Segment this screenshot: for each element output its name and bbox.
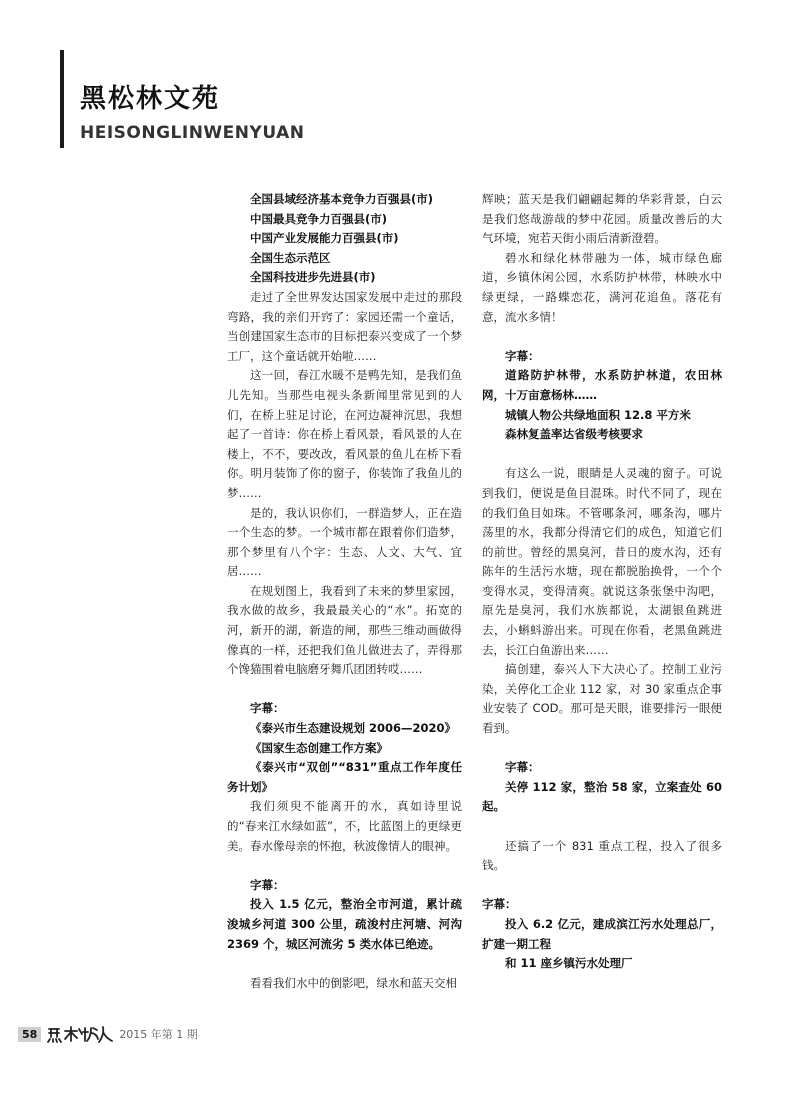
paragraph-spacer	[227, 954, 462, 974]
page-number: 58	[18, 1027, 41, 1042]
caption-text: 森林复盖率达省级考核要求	[505, 427, 643, 442]
caption-text: 字幕：	[505, 348, 540, 363]
caption-text: 道路防护林带，水系防护林道，农田林网，十万亩意杨林……	[482, 368, 722, 402]
column-title: 黑松林文苑	[80, 84, 221, 114]
caption-text: 中国最具竞争力百强县(市)	[250, 211, 388, 226]
column-title-pinyin: HEISONGLINWENYUAN	[80, 123, 305, 143]
body-paragraph: 还搞了一个 831 重点工程，投入了很多钱。	[482, 838, 722, 873]
article-right-column	[482, 190, 722, 974]
caption-text: 字幕：	[505, 760, 540, 775]
caption-text: 全国县域经济基本竞争力百强县(市)	[250, 192, 434, 206]
caption-text: 字幕：	[482, 897, 517, 912]
caption-text: 《泰兴市“双创”“831”重点工作年度任务计划》	[227, 760, 462, 794]
caption-text: 《泰兴市生态建设规划 2006—2020》	[250, 721, 457, 736]
page-footer	[18, 1025, 233, 1043]
paragraph-spacer	[227, 856, 462, 876]
paragraph-spacer	[482, 327, 722, 347]
caption-text: 字幕：	[250, 701, 285, 716]
paragraph-spacer	[227, 680, 462, 700]
body-paragraph: 辉映；蓝天是我们翩翩起舞的华彩背景，白云是我们悠哉游哉的梦中花园。质量改善后的大气环境，宛若天街小雨后清新澄碧。	[482, 192, 722, 246]
caption-text: 字幕：	[250, 877, 285, 892]
body-paragraph: 这一回，春江水暖不是鸭先知，是我们鱼儿先知。当那些电视头条新闻里常见到的人们，在桥上驻足讨论，在河边凝神沉思，我想起了一首诗：你在桥上看风景，看风景的人在楼上，不不，要改改，看风景的鱼儿在桥下看你。明月装饰了你的窗子，你装饰了我鱼儿的梦……	[227, 368, 462, 500]
body-paragraph: 走过了全世界发达国家发展中走过的那段弯路，我的亲们开窍了：家园还需一个童话，当创建国家生态市的目标把泰兴变成了一个梦工厂，这个童话就开始啦……	[227, 289, 462, 363]
caption-text: 投入 6.2 亿元，建成滨江污水处理总厂，扩建一期工程	[482, 916, 722, 951]
body-paragraph: 有这么一说，眼睛是人灵魂的窗子。可说到我们，便说是鱼目混珠。时代不同了，现在的我们鱼目如珠。不管哪条河，哪条沟，哪片荡里的水，我都分得清它们的成色，知道它们的前世。曾经的黑臭河，昔日的废水沟，还有陈年的生活污水塘，现在都脱胎换骨，一个个变得水灵，变得清爽。就说这条张堡中沟吧，原先是臭河，我们水族都说，太湖银鱼跳进去，小蝌蚪游出来。可现在你看，老黑鱼跳进去，长江白鱼游出来……	[482, 466, 722, 657]
caption-text: 投入 1.5 亿元，整治全市河道，累计疏浚城乡河道 300 公里，疏浚村庄河塘、河沟 2369 个，城区河流劣 5 类水体已绝迹。	[227, 897, 462, 951]
body-paragraph: 是的，我认识你们，一群造梦人，正在造一个生态的梦。一个城市都在跟着你们造梦，那个梦里有八个字：生态、人文、大气、宜居……	[227, 505, 462, 579]
paragraph-spacer	[482, 445, 722, 465]
caption-text: 关停 112 家，整治 58 家，立案查处 60 起。	[482, 779, 722, 814]
caption-text: 《国家生态创建工作方案》	[250, 740, 388, 755]
article-left-column	[227, 190, 462, 993]
body-paragraph: 看看我们水中的倒影吧，绿水和蓝天交相	[250, 975, 457, 990]
paragraph-spacer	[482, 817, 722, 837]
caption-text: 和 11 座乡镇污水处理厂	[505, 956, 633, 971]
body-paragraph: 我们须臾不能离开的水，真如诗里说的“春来江水绿如蓝”，不，比蓝图上的更绿更美。春水像母亲的怀抱，秋波像情人的眼神。	[227, 799, 462, 853]
paragraph-spacer	[482, 739, 722, 759]
caption-text: 城镇人物公共绿地面积 12.8 平方米	[505, 407, 691, 422]
body-paragraph: 碧水和绿化林带融为一体，城市绿色廊道，乡镇休闲公园，水系防护林带，林映水中绿更绿，一路蝶恋花，满河花追鱼。落花有意，流水多情！	[482, 250, 722, 324]
paragraph-spacer	[482, 876, 722, 896]
caption-text: 中国产业发展能力百强县(市)	[250, 231, 399, 246]
body-paragraph: 搞创建，泰兴人下大决心了。控制工业污染，关停化工企业 112 家，对 30 家重点企事业安装了 COD。那可是天眼，谁要排污一眼便看到。	[482, 662, 722, 736]
issue-label: 2015 年第 1 期	[119, 1028, 198, 1041]
caption-text: 全国生态示范区	[250, 250, 331, 265]
header-accent-bar	[60, 50, 64, 148]
caption-text: 全国科技进步先进县(市)	[250, 270, 376, 285]
magazine-logo-icon	[47, 1025, 113, 1043]
body-paragraph: 在规划图上，我看到了未来的梦里家园，我水做的故乡，我最最关心的“水”。拓宽的河，新开的湖，新造的闸，那些三维动画做得像真的一样，还把我们鱼儿做进去了，弄得那个馋猫围着电脑磨牙舞爪团团转哎……	[227, 583, 462, 677]
